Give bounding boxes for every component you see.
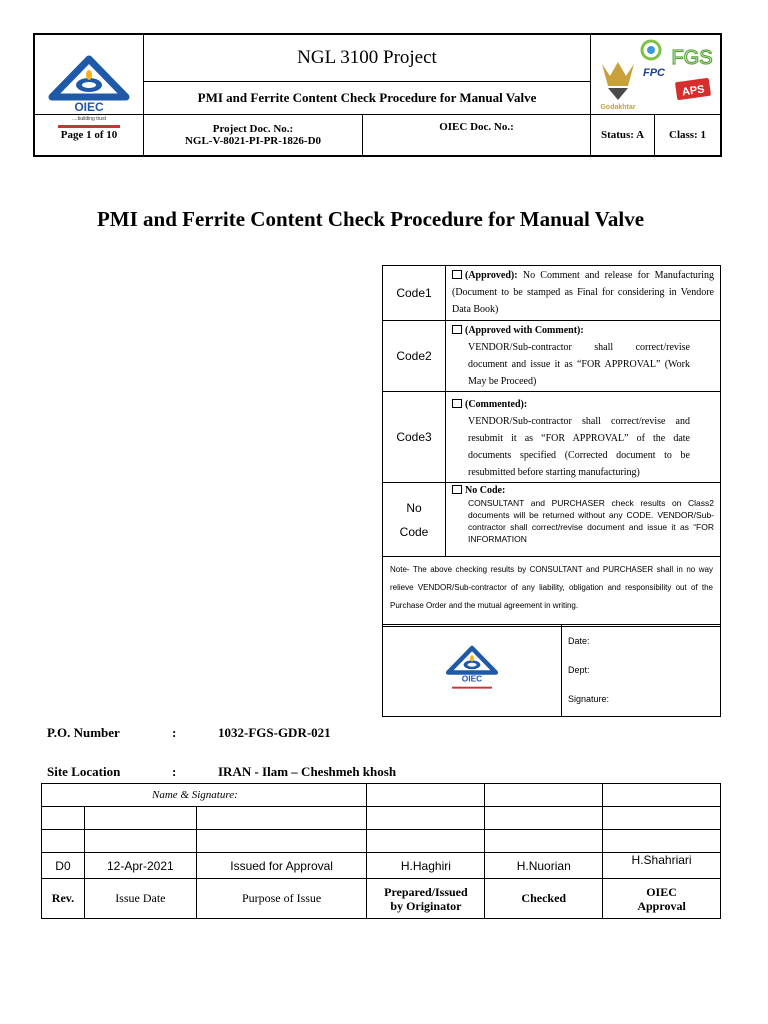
note-text: Note- The above checking results by CONSULTANT and PURCHASER shall in no way relieve VENDOR/Sub-contractor of any liability, obligation and responsibility out of the Purchase Order and the mutual agreement in writing. [383,557,721,627]
fpc-logo: FPC [642,66,665,79]
status: Status: A [590,114,655,156]
site-label: Site Location [47,764,121,779]
empty-cell [367,830,485,853]
empty-cell [603,807,721,830]
empty-cell [196,807,367,830]
prepared-value: H.Haghiri [367,853,485,879]
code1-head: (Approved): [465,270,518,281]
rev-header: Rev. [42,879,85,919]
project-title: NGL 3100 Project [143,34,591,82]
code1-text: No Comment and release for Manufacturing (Document to be stamped as Final for considering in Vendore Data Book) [452,270,714,315]
empty-cell [485,807,603,830]
prepared-header [367,879,485,919]
nocode-label-line2: Code [399,524,429,539]
stamp-date: Date: [568,636,590,646]
approval-value: H.Shahriari [603,853,721,879]
name-signature-label: Name & Signature: [42,784,367,807]
code1-label: Code1 [383,266,446,321]
sig-cell [603,784,721,807]
oiec-logo-text: OIEC [74,100,104,114]
godakhtar-logo: Godakhtar [599,103,636,111]
oiec-doc-cell [362,114,591,156]
nocode-label-line1: No [406,500,422,515]
date-header: Issue Date [84,879,196,919]
code3-text: VENDOR/Sub-contractor shall correct/revise and resubmit it as “FOR APPROVAL” of the date documents specified (Corrected document to be resubmitted before starting manufacturing) [468,416,690,478]
document-header [33,33,722,157]
header-doc-title: PMI and Ferrite Content Check Procedure for Manual Valve [143,81,591,115]
date-value: 12-Apr-2021 [84,853,196,879]
oiec-doc-label: OIEC Doc. No.: [439,121,514,133]
code3-checkbox[interactable] [452,399,462,408]
approval-header [603,879,721,919]
sig-cell [367,784,485,807]
po-label: P.O. Number [47,725,120,740]
empty-cell [42,807,85,830]
prepared-header-line2: by Originator [390,898,462,913]
empty-cell [84,830,196,853]
page-number: Page 1 of 10 [34,114,144,156]
stamp-oiec-logo [443,644,501,692]
project-doc-number: NGL-V-8021-PI-PR-1826-D0 [184,135,322,147]
checked-value: H.Nuorian [485,853,603,879]
code-table [382,265,721,627]
aps-logo: APS [680,82,705,98]
nocode-text: CONSULTANT and PURCHASER check results on Class2 documents will be returned without any CODE. VENDOR/Sub-contractor shall correct/revise document and issue it as “FOR INFORMATION [468,498,714,544]
po-number: 1032-FGS-GDR-021 [218,725,331,740]
oiec-tagline: ....building trust [72,116,106,122]
approval-header-line1: OIEC [646,884,677,899]
purpose-value: Issued for Approval [196,853,367,879]
checked-header: Checked [485,879,603,919]
code1-description [446,266,721,321]
nocode-label [383,483,446,557]
code3-label: Code3 [383,392,446,483]
project-doc-label: Project Doc. No.: [212,123,294,135]
code1-checkbox[interactable] [452,270,462,279]
empty-cell [196,830,367,853]
class: Class: 1 [654,114,721,156]
code3-description [446,392,721,483]
nocode-head: No Code: [465,485,506,496]
approval-header-line2: Approval [637,898,686,913]
code3-head: (Commented): [465,399,528,410]
stamp-logo-cell [383,625,562,717]
code2-checkbox[interactable] [452,325,462,334]
code2-text: VENDOR/Sub-contractor shall correct/revise document and issue it as “FOR APPROVAL” (Work May be Proceed) [468,342,690,387]
fgs-logo: FGS [670,46,713,69]
partner-logos-cell [590,34,721,115]
rev-value: D0 [42,853,85,879]
empty-cell [367,807,485,830]
empty-cell [42,830,85,853]
code2-description [446,321,721,392]
stamp-logo-text: OIEC [461,673,483,684]
site-location: IRAN - Ilam – Cheshmeh khosh [218,764,397,779]
partner-logos [592,36,720,114]
code2-head: (Approved with Comment): [465,325,584,336]
project-doc-cell [143,114,363,156]
sig-cell [485,784,603,807]
nocode-description [446,483,721,557]
purpose-header: Purpose of Issue [196,879,367,919]
empty-cell [603,830,721,853]
po-colon: : [172,725,177,740]
stamp-fields [562,625,721,717]
main-title: PMI and Ferrite Content Check Procedure for Manual Valve [96,207,645,231]
stamp-dept: Dept: [568,665,590,675]
site-colon: : [172,764,177,779]
code2-label: Code2 [383,321,446,392]
empty-cell [84,807,196,830]
stamp-signature: Signature: [568,694,610,704]
empty-cell [485,830,603,853]
nocode-checkbox[interactable] [452,485,462,494]
stamp-box [382,624,721,717]
revision-table [41,783,721,919]
prepared-header-line1: Prepared/Issued [384,884,468,899]
